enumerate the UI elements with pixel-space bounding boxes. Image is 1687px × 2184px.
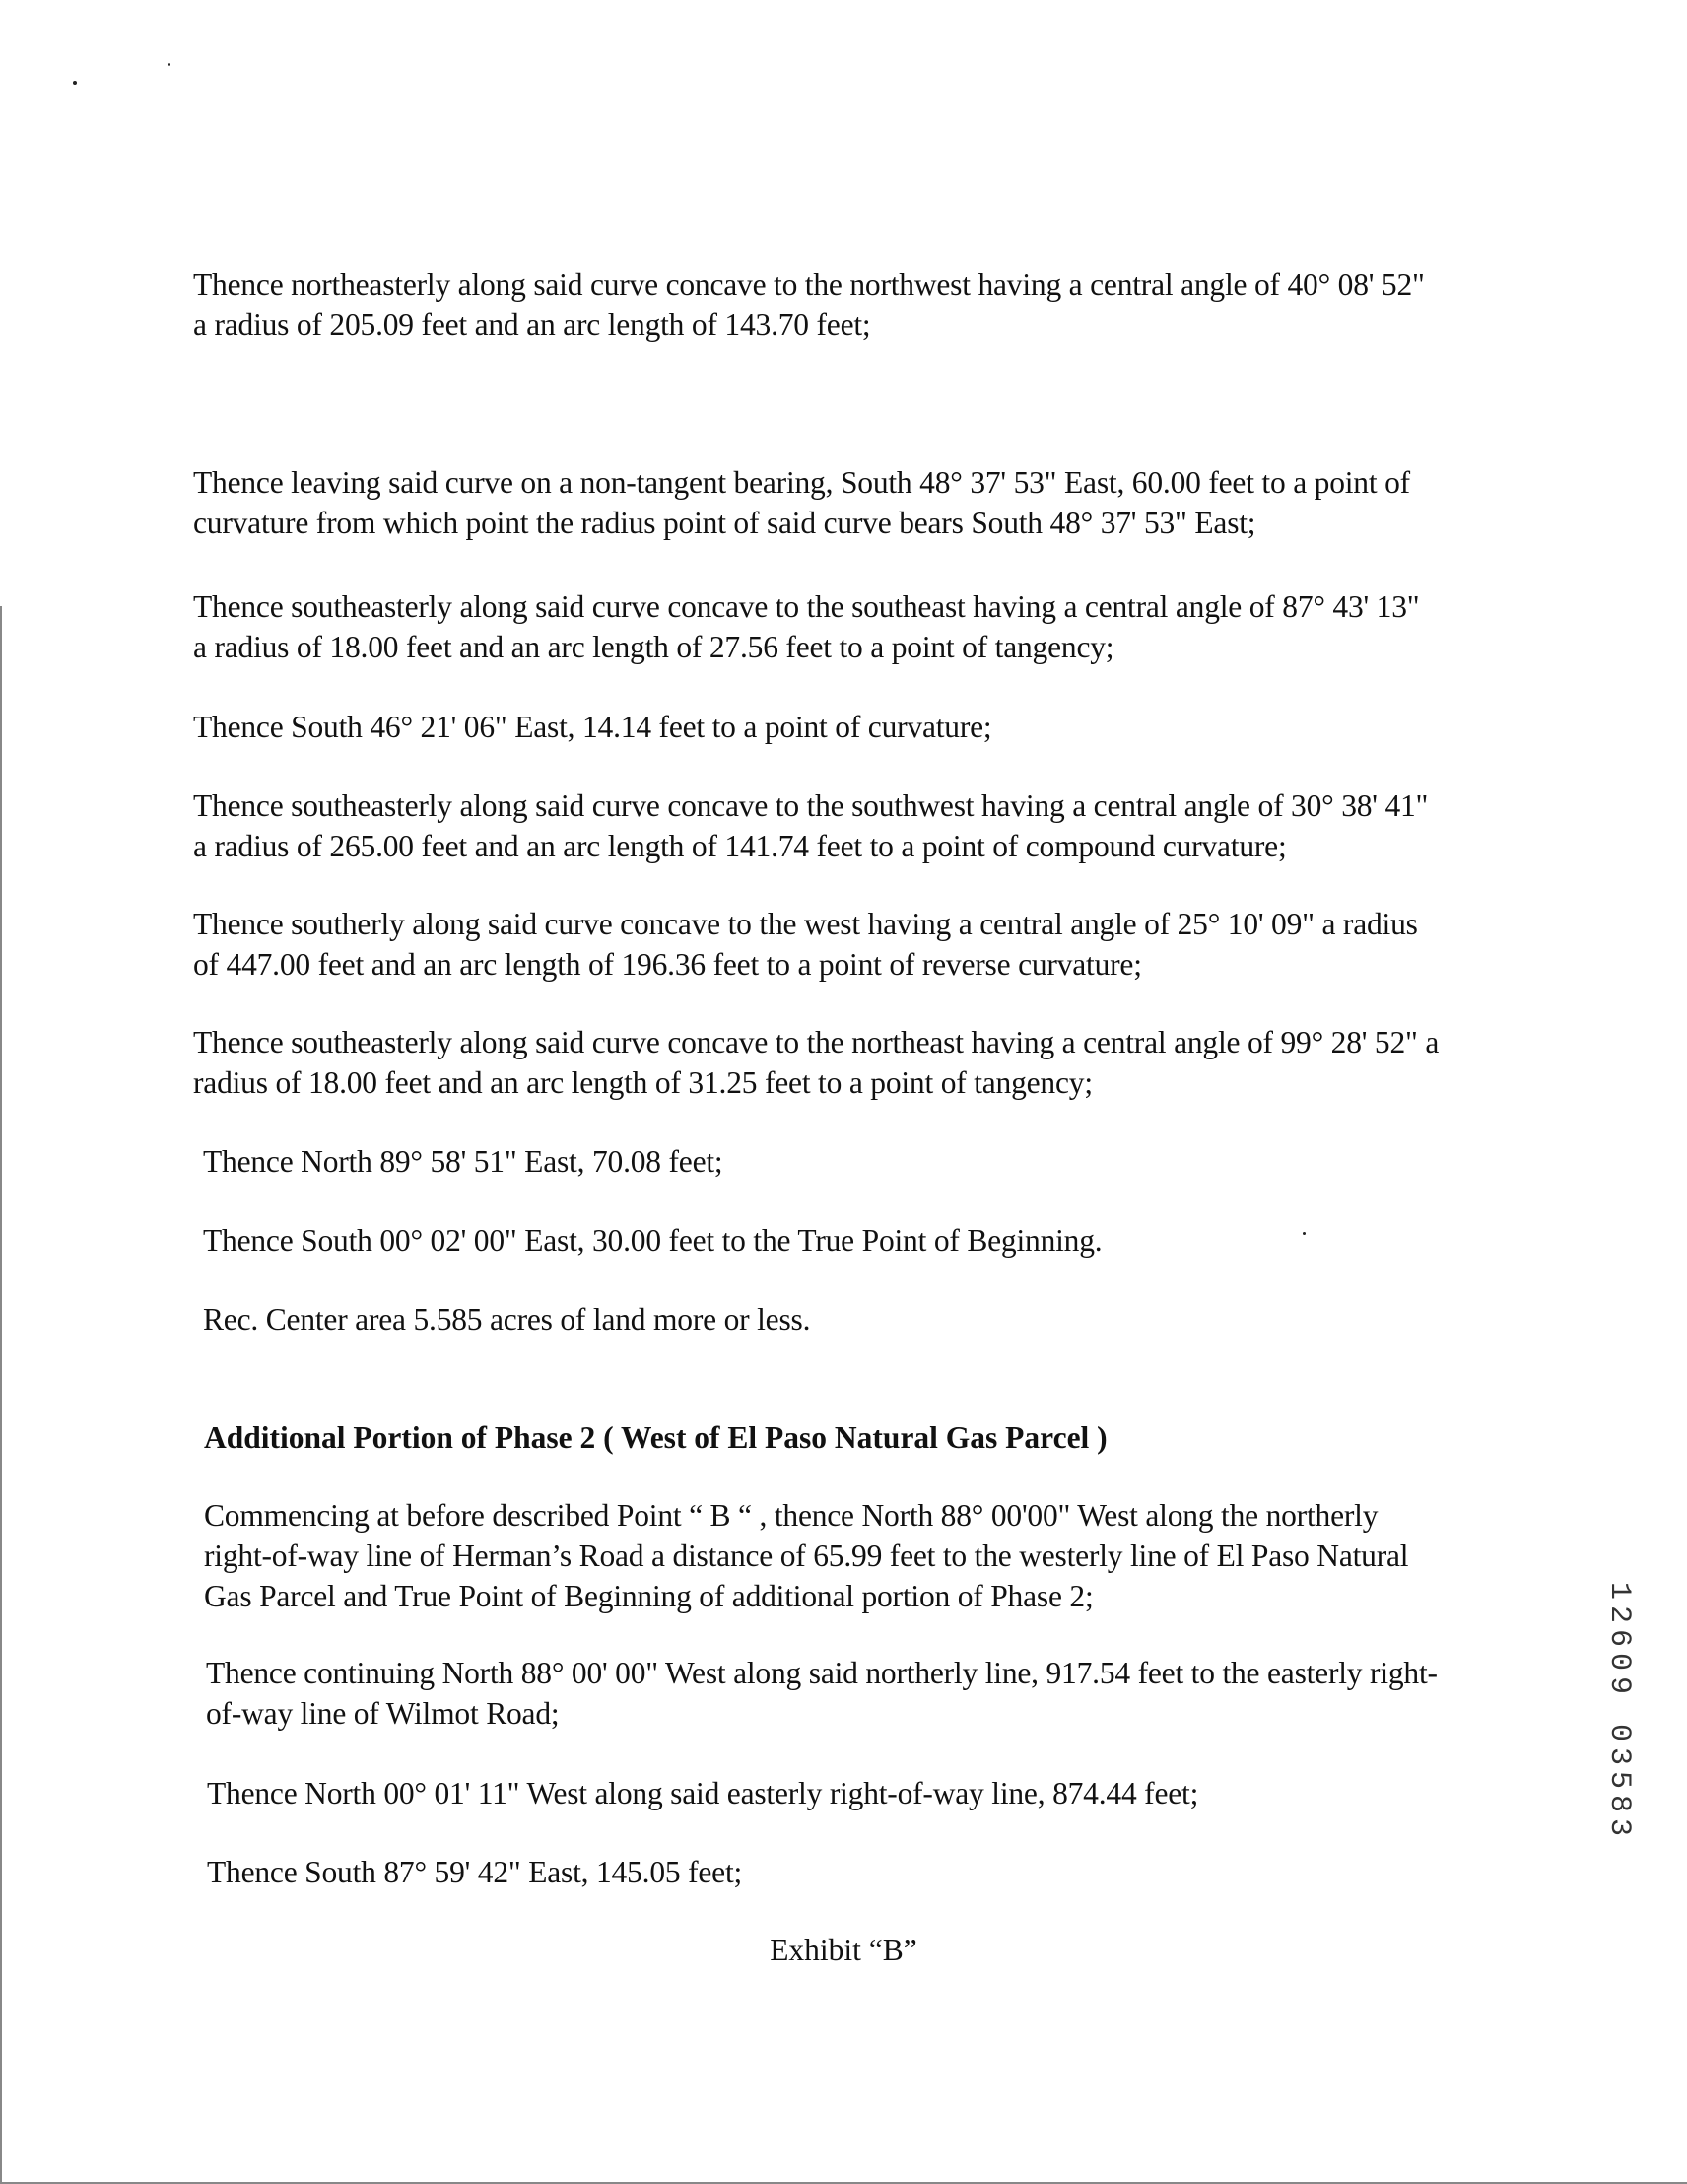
paragraph-continuing-north-88: [206, 1653, 1526, 1734]
paragraph-south-46: [193, 707, 1514, 747]
paragraph-non-tangent-bearing: [193, 462, 1514, 543]
paragraph-line: a radius of 265.00 feet and an arc length of 141.74 feet to a point of compound curvature;: [193, 829, 1287, 863]
paragraph-line: curvature from which point the radius point of said curve bears South 48° 37' 53" East;: [193, 506, 1256, 540]
paragraph-line: Commencing at before described Point “ B “ , thence North 88° 00'00" West along the northerly: [204, 1498, 1379, 1533]
paragraph-north-89: [203, 1141, 1523, 1182]
paragraph-line: Thence southeasterly along said curve concave to the southeast having a central angle of 87° 43' 13": [193, 589, 1420, 624]
paragraph-curve-northwest: [193, 264, 1514, 345]
paragraph-curve-west: [193, 904, 1514, 985]
paragraph-true-point-of-beginning: [203, 1220, 1523, 1261]
paragraph-line: Thence North 89° 58' 51" East, 70.08 feet;: [203, 1144, 723, 1179]
paragraph-line: Thence northeasterly along said curve concave to the northwest having a central angle of 40° 08' 52": [193, 267, 1425, 302]
paragraph-line: Thence South 00° 02' 00" East, 30.00 feet to the True Point of Beginning.: [203, 1223, 1103, 1258]
paragraph-line: Thence South 87° 59' 42" East, 145.05 feet;: [207, 1855, 743, 1889]
paragraph-line: Thence southerly along said curve concave to the west having a central angle of 25° 10' 09" a radius: [193, 907, 1418, 941]
paragraph-line: Thence southeasterly along said curve concave to the northeast having a central angle of 99° 28' 52" a: [193, 1025, 1440, 1059]
paragraph-curve-northeast: [193, 1022, 1514, 1103]
side-stamp: [1594, 1582, 1644, 1877]
side-stamp-text: 12609 03583: [1602, 1582, 1636, 1843]
paragraph-line: Thence North 00° 01' 11" West along said easterly right-of-way line, 874.44 feet;: [207, 1776, 1199, 1810]
paragraph-curve-southeast: [193, 586, 1514, 667]
paragraph-line: radius of 18.00 feet and an arc length of 31.25 feet to a point of tangency;: [193, 1065, 1093, 1100]
paragraph-line: a radius of 205.09 feet and an arc length of 143.70 feet;: [193, 307, 871, 342]
paragraph-line: of 447.00 feet and an arc length of 196.36 feet to a point of reverse curvature;: [193, 947, 1142, 982]
paragraph-curve-southwest: [193, 785, 1514, 866]
paragraph-line: right-of-way line of Herman’s Road a distance of 65.99 feet to the westerly line of El Paso Natural: [204, 1538, 1409, 1573]
paragraph-line: Thence southeasterly along said curve concave to the southwest having a central angle of 30° 38' 41": [193, 788, 1429, 823]
paragraph-line: Rec. Center area 5.585 acres of land more or less.: [203, 1302, 811, 1336]
scan-speck: [168, 63, 170, 66]
scan-speck: [73, 81, 77, 85]
paragraph-line: of-way line of Wilmot Road;: [206, 1696, 560, 1731]
paragraph-rec-center-area: [203, 1299, 1523, 1339]
exhibit-label: Exhibit “B”: [770, 1933, 917, 1967]
paragraph-north-00: [207, 1773, 1527, 1813]
paragraph-line: Thence continuing North 88° 00' 00" West along said northerly line, 917.54 feet to the easterly right-: [206, 1656, 1438, 1690]
section-heading: Additional Portion of Phase 2 ( West of El Paso Natural Gas Parcel ): [204, 1420, 1108, 1455]
paragraph-south-87: [207, 1852, 1527, 1892]
paragraph-line: Thence leaving said curve on a non-tangent bearing, South 48° 37' 53" East, 60.00 feet to a point of: [193, 465, 1410, 500]
paragraph-commencing: [204, 1495, 1524, 1616]
paragraph-line: Thence South 46° 21' 06" East, 14.14 feet to a point of curvature;: [193, 710, 992, 744]
paragraph-line: a radius of 18.00 feet and an arc length of 27.56 feet to a point of tangency;: [193, 630, 1114, 664]
paragraph-line: Gas Parcel and True Point of Beginning of additional portion of Phase 2;: [204, 1579, 1094, 1613]
